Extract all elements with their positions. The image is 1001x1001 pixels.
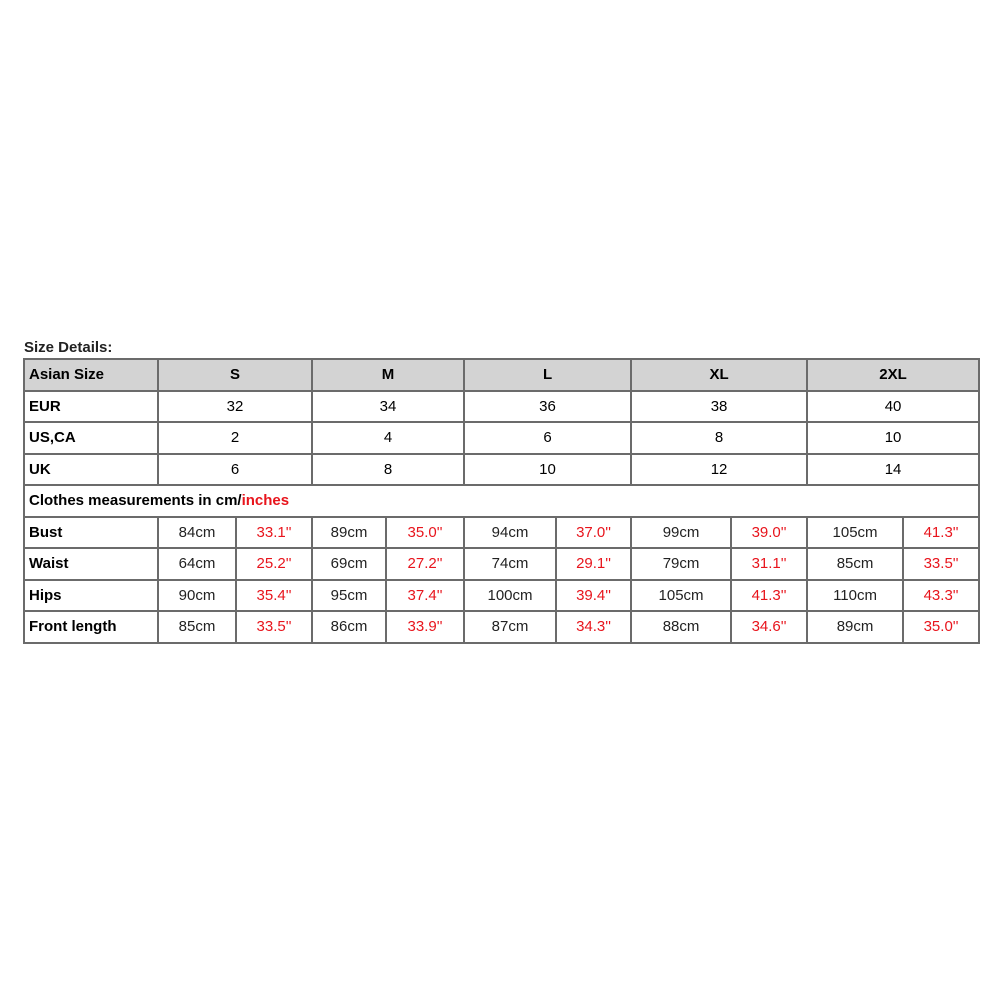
size-conversion-cell: 38 (631, 391, 807, 423)
size-conversion-cell: 2 (158, 422, 312, 454)
inch-cell: 37.0'' (556, 517, 631, 549)
size-table (23, 358, 980, 644)
size-conversion-cell: 32 (158, 391, 312, 423)
size-conversion-cell: 4 (312, 422, 464, 454)
size-conversion-cell: 8 (631, 422, 807, 454)
cm-cell: 90cm (158, 580, 236, 612)
cm-cell: 74cm (464, 548, 556, 580)
row-label: US,CA (24, 422, 158, 454)
table-row (24, 548, 979, 580)
cm-cell: 84cm (158, 517, 236, 549)
inch-cell: 39.0'' (731, 517, 807, 549)
inch-cell: 33.9'' (386, 611, 464, 643)
cm-cell: 64cm (158, 548, 236, 580)
table-header-row (24, 359, 979, 391)
cm-cell: 89cm (312, 517, 386, 549)
inch-cell: 33.1'' (236, 517, 312, 549)
table-row (24, 391, 979, 423)
cm-cell: 95cm (312, 580, 386, 612)
inch-cell: 37.4'' (386, 580, 464, 612)
size-conversion-cell: 8 (312, 454, 464, 486)
row-label: UK (24, 454, 158, 486)
cm-cell: 88cm (631, 611, 731, 643)
size-header-2xl: 2XL (807, 359, 979, 391)
table-row (24, 517, 979, 549)
cm-cell: 110cm (807, 580, 903, 612)
table-row (24, 580, 979, 612)
inch-cell: 41.3'' (731, 580, 807, 612)
cm-cell: 87cm (464, 611, 556, 643)
size-header-m: M (312, 359, 464, 391)
cm-cell: 105cm (807, 517, 903, 549)
row-label: Waist (24, 548, 158, 580)
cm-cell: 99cm (631, 517, 731, 549)
size-details-title: Size Details: (24, 339, 113, 356)
size-header-xl: XL (631, 359, 807, 391)
inch-cell: 31.1'' (731, 548, 807, 580)
row-label: Front length (24, 611, 158, 643)
inch-cell: 29.1'' (556, 548, 631, 580)
cm-cell: 86cm (312, 611, 386, 643)
cm-cell: 69cm (312, 548, 386, 580)
table-row (24, 611, 979, 643)
row-label: Hips (24, 580, 158, 612)
inch-cell: 25.2'' (236, 548, 312, 580)
inch-cell: 39.4'' (556, 580, 631, 612)
size-conversion-cell: 12 (631, 454, 807, 486)
inch-cell: 41.3'' (903, 517, 979, 549)
measurements-heading-prefix: Clothes measurements in cm/ (29, 492, 242, 510)
inch-cell: 43.3'' (903, 580, 979, 612)
size-conversion-cell: 6 (464, 422, 631, 454)
measurements-heading (24, 485, 979, 517)
size-conversion-cell: 40 (807, 391, 979, 423)
cm-cell: 85cm (807, 548, 903, 580)
size-conversion-cell: 14 (807, 454, 979, 486)
measurements-heading-row (24, 485, 979, 517)
row-label: EUR (24, 391, 158, 423)
cm-cell: 89cm (807, 611, 903, 643)
cm-cell: 100cm (464, 580, 556, 612)
size-conversion-cell: 36 (464, 391, 631, 423)
size-header-l: L (464, 359, 631, 391)
header-label: Asian Size (24, 359, 158, 391)
inch-cell: 35.0'' (386, 517, 464, 549)
measurements-heading-inches: inches (241, 492, 290, 510)
size-header-s: S (158, 359, 312, 391)
size-conversion-cell: 10 (807, 422, 979, 454)
size-conversion-cell: 10 (464, 454, 631, 486)
table-row (24, 454, 979, 486)
cm-cell: 94cm (464, 517, 556, 549)
size-chart (23, 338, 979, 644)
cm-cell: 85cm (158, 611, 236, 643)
row-label: Bust (24, 517, 158, 549)
cm-cell: 105cm (631, 580, 731, 612)
inch-cell: 34.3'' (556, 611, 631, 643)
inch-cell: 35.0'' (903, 611, 979, 643)
size-conversion-cell: 6 (158, 454, 312, 486)
inch-cell: 35.4'' (236, 580, 312, 612)
table-row (24, 422, 979, 454)
inch-cell: 27.2'' (386, 548, 464, 580)
inch-cell: 33.5'' (236, 611, 312, 643)
cm-cell: 79cm (631, 548, 731, 580)
size-conversion-cell: 34 (312, 391, 464, 423)
inch-cell: 33.5'' (903, 548, 979, 580)
inch-cell: 34.6'' (731, 611, 807, 643)
